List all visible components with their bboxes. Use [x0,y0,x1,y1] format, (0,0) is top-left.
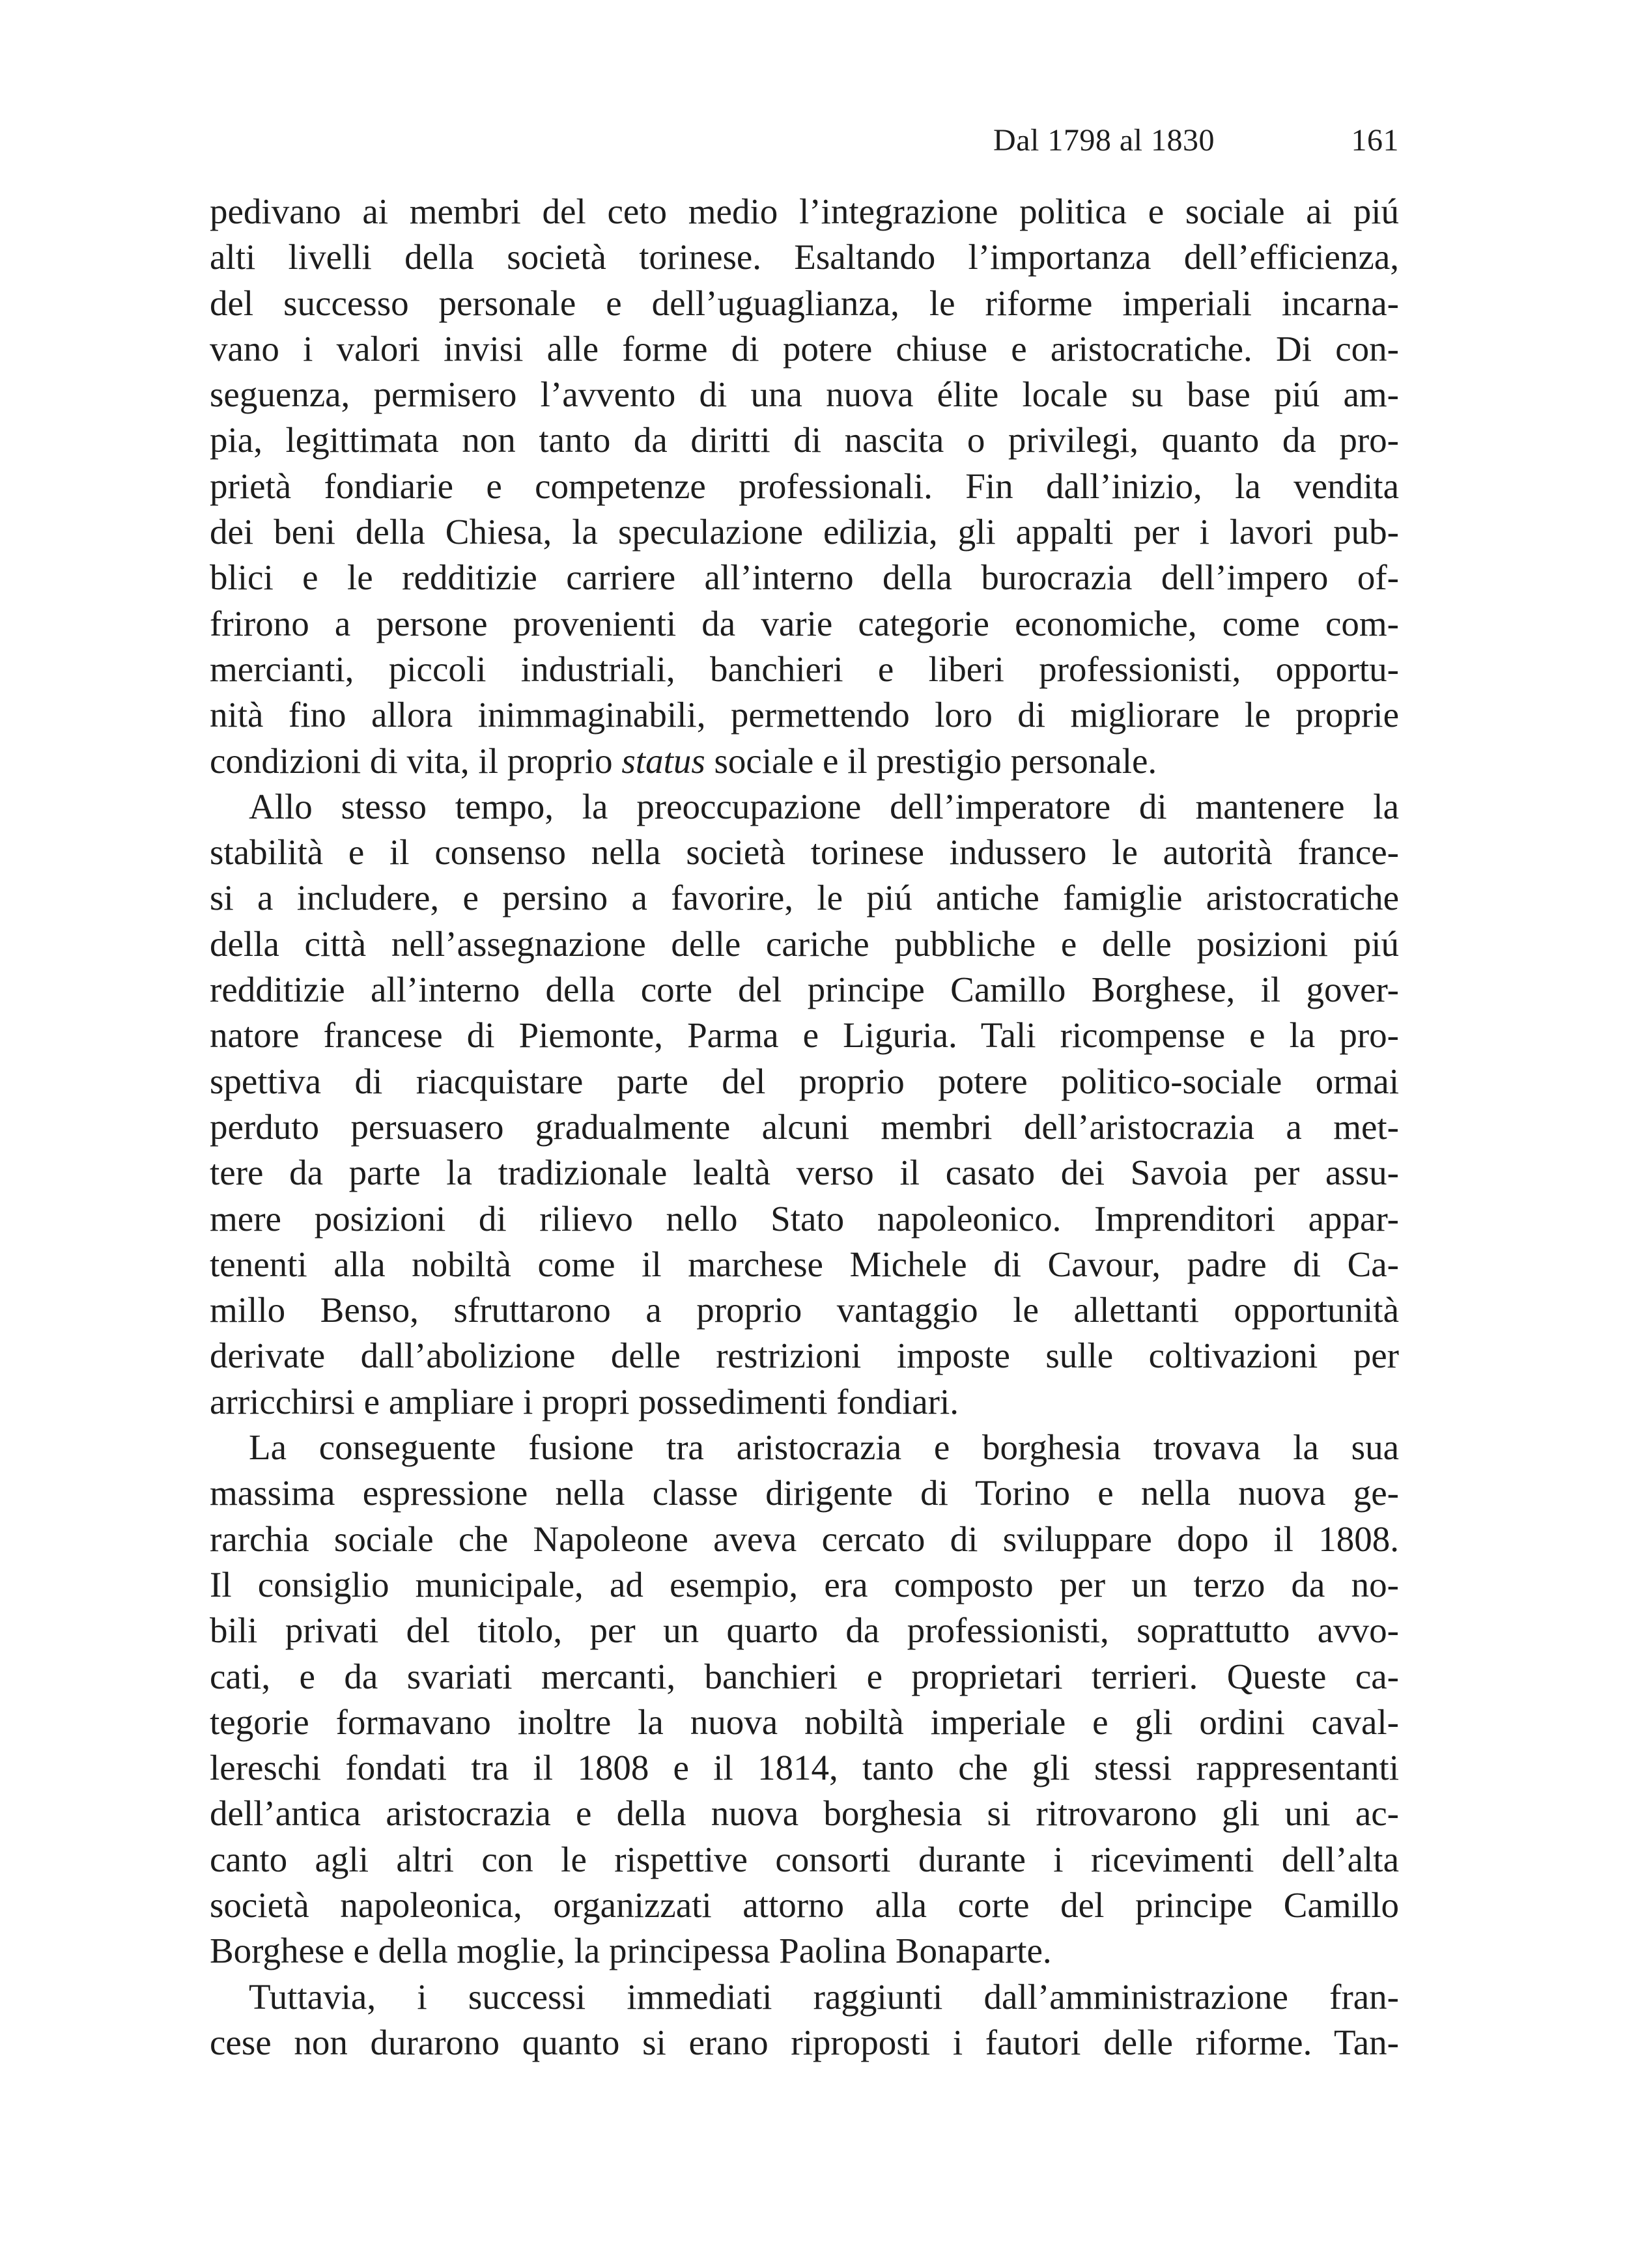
text-line: spettiva di riacquistare parte del proprio potere politico-sociale ormai [210,1061,1399,1101]
text-line [210,738,1399,784]
italic-term: status [621,740,705,781]
text-line: Il consiglio municipale, ad esempio, era composto per un terzo da no- [210,1564,1399,1604]
text-line: prietà fondiarie e competenze professionali. Fin dall’inizio, la vendita [210,466,1399,506]
text-line: arricchirsi e ampliare i propri possedimenti fondiari. [210,1381,959,1421]
text-line: derivate dall’abolizione delle restrizioni imposte sulle coltivazioni per [210,1336,1399,1376]
text-run: sociale e il prestigio personale. [705,740,1157,781]
text-line: tenenti alla nobiltà come il marchese Michele di Cavour, padre di Ca- [210,1244,1399,1284]
text-line: del successo personale e dell’uguaglianza, le riforme imperiali incarna- [210,283,1399,323]
text-line: canto agli altri con le rispettive consorti durante i ricevimenti dell’alta [210,1839,1399,1879]
text-line: stabilità e il consenso nella società torinese indussero le autorità france- [210,832,1399,873]
text-line: perduto persuasero gradualmente alcuni membri dell’aristocrazia a met- [210,1106,1399,1147]
text-line: cati, e da svariati mercanti, banchieri e proprietari terrieri. Queste ca- [210,1656,1399,1696]
page-number: 161 [1351,123,1399,158]
text-line: mere posizioni di rilievo nello Stato napoleonico. Imprenditori appar- [210,1198,1399,1239]
text-line: nità fino allora inimmaginabili, permettendo loro di migliorare le proprie [210,695,1399,735]
text-line: bili privati del titolo, per un quarto da professionisti, soprattutto avvo- [210,1610,1399,1651]
running-title: Dal 1798 al 1830 [993,123,1215,158]
text-run: condizioni di vita, il proprio [210,740,622,781]
text-line: tere da parte la tradizionale lealtà verso il casato dei Savoia per assu- [210,1153,1399,1193]
text-line: rarchia sociale che Napoleone aveva cercato di sviluppare dopo il 1808. [210,1519,1399,1559]
text-line: pia, legittimata non tanto da diritti di nascita o privilegi, quanto da pro- [210,420,1399,460]
text-line: della città nell’assegnazione delle cariche pubbliche e delle posizioni piú [210,923,1399,964]
text-line: dei beni della Chiesa, la speculazione edilizia, gli appalti per i lavori pub- [210,512,1399,552]
text-line: millo Benso, sfruttarono a proprio vantaggio le allettanti opportunità [210,1290,1399,1330]
text-line: seguenza, permisero l’avvento di una nuova élite locale su base piú am- [210,374,1399,415]
text-line: alti livelli della società torinese. Esaltando l’importanza dell’efficienza, [210,237,1399,277]
text-line: mercianti, piccoli industriali, banchieri e liberi professionisti, opportu- [210,649,1399,689]
text-line: tegorie formavano inoltre la nuova nobiltà imperiale e gli ordini caval- [210,1701,1399,1742]
text-line: Borghese e della moglie, la principessa Paolina Bonaparte. [210,1931,1052,1971]
paragraph [210,784,1399,1425]
text-line: vano i valori invisi alle forme di potere chiuse e aristocratiche. Di con- [210,328,1399,369]
running-head [210,122,1399,168]
text-line: redditizie all’interno della corte del principe Camillo Borghese, il gover- [210,970,1399,1010]
text-line: pedivano ai membri del ceto medio l’integrazione politica e sociale ai piú [210,191,1399,231]
text-line: si a includere, e persino a favorire, le piú antiche famiglie aristocratiche [210,878,1399,918]
text-line: blici e le redditizie carriere all’interno della burocrazia dell’impero of- [210,557,1399,598]
body-text [210,189,1399,2065]
text-line: dell’antica aristocrazia e della nuova borghesia si ritrovarono gli uni ac- [210,1793,1399,1834]
paragraph [210,1974,1399,2066]
text-line: natore francese di Piemonte, Parma e Liguria. Tali ricompense e la pro- [210,1015,1399,1056]
text-line: La conseguente fusione tra aristocrazia e borghesia trovava la sua [249,1427,1399,1468]
text-line: Allo stesso tempo, la preoccupazione dell’imperatore di mantenere la [249,786,1399,826]
paragraph [210,189,1399,784]
text-line: massima espressione nella classe dirigente di Torino e nella nuova ge- [210,1473,1399,1513]
text-line: Tuttavia, i successi immediati raggiunti dall’amministrazione fran- [249,1976,1399,2017]
text-line: cese non durarono quanto si erano riproposti i fautori delle riforme. Tan- [210,2022,1399,2062]
paragraph [210,1425,1399,1974]
text-line: società napoleonica, organizzati attorno alla corte del principe Camillo [210,1884,1399,1925]
text-line: lereschi fondati tra il 1808 e il 1814, tanto che gli stessi rappresentanti [210,1748,1399,1788]
text-line: frirono a persone provenienti da varie categorie economiche, come com- [210,603,1399,643]
